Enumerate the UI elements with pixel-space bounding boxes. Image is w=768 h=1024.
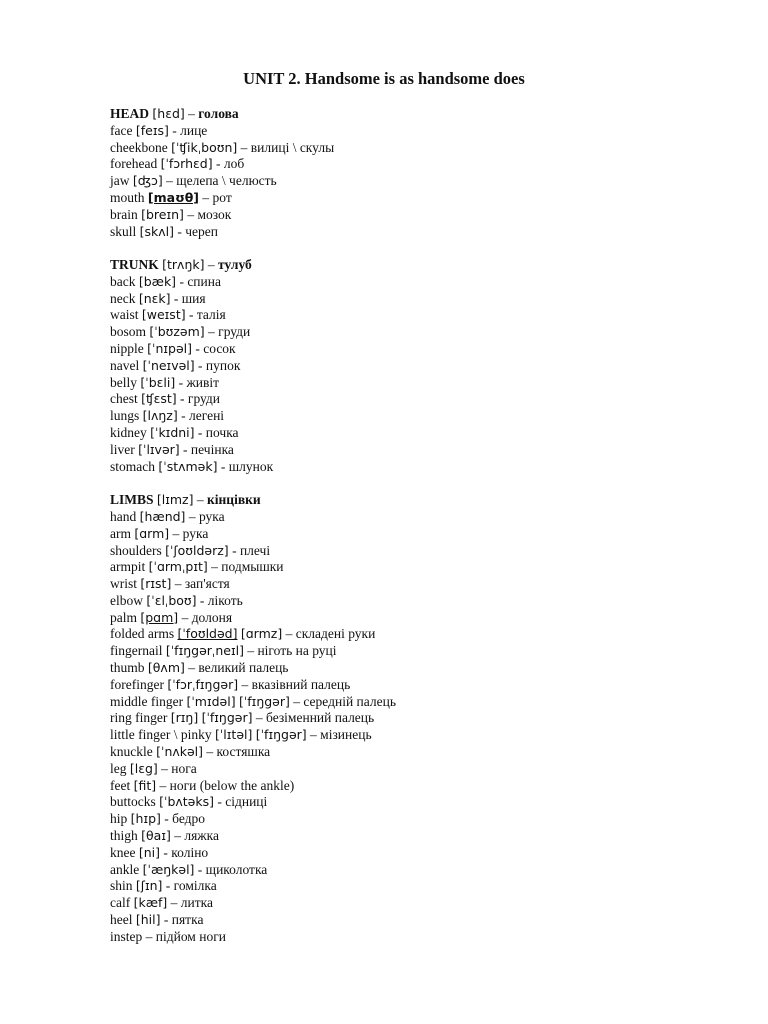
entry-transcription: [feɪs] bbox=[135, 122, 169, 138]
entry-separator: – bbox=[183, 206, 198, 222]
entry-translation: талія bbox=[196, 307, 226, 323]
entry-term: kidney bbox=[110, 425, 147, 441]
vocab-entry bbox=[110, 543, 750, 560]
entry-separator: – bbox=[193, 492, 207, 508]
vocab-entry bbox=[110, 643, 750, 660]
entry-translation: вилиці \ скулы bbox=[250, 139, 335, 155]
vocab-entry bbox=[110, 509, 750, 526]
vocab-entry bbox=[110, 794, 750, 811]
entry-transcription: [ˈfɪŋgərˌneɪl] bbox=[165, 643, 244, 659]
entry-term: cheekbone bbox=[110, 139, 168, 155]
vocab-entry bbox=[110, 744, 750, 761]
entry-separator: – bbox=[238, 676, 252, 692]
entry-translation: вказівний палець bbox=[251, 676, 351, 692]
entry-term: brain bbox=[110, 206, 138, 222]
entry-transcription: [weɪst] bbox=[141, 307, 186, 323]
entry-translation: рука bbox=[182, 525, 209, 541]
vocab-entry bbox=[110, 559, 750, 576]
entry-separator: – bbox=[167, 895, 181, 911]
entry-term: hip bbox=[110, 811, 128, 827]
vocab-entry bbox=[110, 929, 750, 946]
entry-separator: - bbox=[214, 794, 226, 810]
entry-translation: печінка bbox=[190, 441, 234, 457]
entry-transcription: [ˈʃoʊldərz] bbox=[165, 542, 229, 558]
entry-translation: лице bbox=[180, 122, 208, 138]
entry-term: instep bbox=[110, 928, 143, 944]
entry-separator: – bbox=[207, 559, 222, 575]
entry-transcription: [skʌl] bbox=[139, 223, 175, 239]
entry-translation: спина bbox=[187, 273, 221, 289]
entry-translation: ляжка bbox=[184, 828, 219, 844]
entry-translation: ноги (below the ankle) bbox=[169, 777, 295, 793]
vocab-entry bbox=[110, 878, 750, 895]
entry-separator: – bbox=[204, 324, 219, 340]
entry-transcription: [θaɪ] bbox=[141, 828, 171, 844]
entry-term: forefinger bbox=[110, 676, 164, 692]
vocab-entry bbox=[110, 408, 750, 425]
entry-translation: почка bbox=[205, 425, 239, 441]
entry-transcription-2: [ˈfɪŋgər] bbox=[201, 710, 253, 726]
vocab-entry bbox=[110, 626, 750, 643]
entry-transcription: [ˈneɪvəl] bbox=[142, 357, 195, 373]
entry-transcription: [ˈnʌkəl] bbox=[156, 744, 204, 760]
entry-transcription-2: [ɑrmz] bbox=[240, 626, 283, 642]
entry-translation: лоб bbox=[223, 156, 245, 172]
vocab-entry bbox=[110, 291, 750, 308]
entry-separator: - bbox=[177, 408, 189, 424]
entry-term: stomach bbox=[110, 458, 155, 474]
entry-separator: - bbox=[162, 878, 174, 894]
entry-term: hand bbox=[110, 508, 137, 524]
entry-separator: - bbox=[194, 861, 206, 877]
entry-transcription: [lʌŋz] bbox=[142, 408, 178, 424]
heading-translation: тулуб bbox=[218, 257, 252, 273]
entry-translation: рот bbox=[212, 189, 232, 205]
vocab-entry bbox=[110, 207, 750, 224]
vocab-entry bbox=[110, 375, 750, 392]
entry-term: nipple bbox=[110, 341, 144, 357]
entry-transcription: [ˈæŋkəl] bbox=[142, 861, 195, 877]
entry-separator: - bbox=[194, 357, 206, 373]
entry-transcription: [lɛg] bbox=[129, 760, 158, 776]
entry-term: arm bbox=[110, 525, 131, 541]
entry-translation: сідниці bbox=[225, 794, 268, 810]
entry-transcription: [maʊθ] bbox=[147, 189, 200, 205]
entry-term: leg bbox=[110, 760, 127, 776]
section-heading bbox=[110, 492, 750, 509]
entry-separator: – bbox=[237, 139, 251, 155]
entry-separator: - bbox=[196, 592, 208, 608]
heading-term: TRUNK bbox=[110, 257, 159, 273]
vocab-entry bbox=[110, 459, 750, 476]
entry-transcription: [ˈbɛli] bbox=[140, 374, 176, 390]
entry-term: feet bbox=[110, 777, 131, 793]
section-trunk bbox=[110, 257, 750, 475]
entry-transcription: [ʤɔ] bbox=[132, 173, 163, 189]
vocab-entry bbox=[110, 576, 750, 593]
entry-translation: мізинець bbox=[320, 727, 372, 743]
entry-transcription: [lɪmz] bbox=[156, 492, 194, 508]
vocab-entry bbox=[110, 190, 750, 207]
entry-separator: – bbox=[142, 928, 156, 944]
entry-transcription: [ˈmɪdəl] bbox=[186, 693, 236, 709]
vocab-entry bbox=[110, 307, 750, 324]
entry-separator: - bbox=[176, 391, 188, 407]
entry-translation: підйом ноги bbox=[155, 928, 226, 944]
entry-transcription: [θʌm] bbox=[147, 660, 185, 676]
entry-translation: шия bbox=[181, 290, 206, 306]
vocab-entry bbox=[110, 173, 750, 190]
entry-transcription: [ɑrm] bbox=[134, 525, 170, 541]
section-limbs bbox=[110, 492, 750, 946]
entry-transcription: [hɛd] bbox=[152, 106, 185, 121]
entry-term: belly bbox=[110, 374, 137, 390]
vocab-entry bbox=[110, 324, 750, 341]
entry-term: back bbox=[110, 273, 136, 289]
entry-separator: – bbox=[199, 189, 213, 205]
entry-term: chest bbox=[110, 391, 138, 407]
vocab-entry bbox=[110, 224, 750, 241]
entry-separator: - bbox=[168, 122, 181, 138]
entry-translation: живіт bbox=[186, 374, 220, 390]
entry-translation: пупок bbox=[205, 357, 241, 373]
entry-separator: - bbox=[174, 223, 186, 239]
vocab-entry bbox=[110, 778, 750, 795]
entry-transcription-2: [ˈfɪŋgər] bbox=[255, 727, 307, 743]
entry-separator: – bbox=[178, 609, 192, 625]
vocab-entry bbox=[110, 660, 750, 677]
entry-separator: – bbox=[171, 576, 185, 592]
vocab-entry bbox=[110, 425, 750, 442]
entry-term: thigh bbox=[110, 828, 138, 844]
entry-translation: ніготь на руці bbox=[257, 643, 337, 659]
entry-term: fingernail bbox=[110, 643, 163, 659]
vocab-entry bbox=[110, 895, 750, 912]
entry-translation: череп bbox=[185, 223, 219, 239]
entry-translation: пятка bbox=[171, 912, 204, 928]
entry-transcription: [hɪp] bbox=[130, 811, 161, 827]
vocab-entry bbox=[110, 140, 750, 157]
entry-separator: - bbox=[160, 811, 173, 827]
entry-transcription: [ˈkɪdni] bbox=[150, 425, 195, 441]
vocab-entry bbox=[110, 862, 750, 879]
entry-transcription: [ˈfɔrˌfɪŋgər] bbox=[167, 676, 239, 692]
vocab-entry bbox=[110, 912, 750, 929]
vocab-entry bbox=[110, 761, 750, 778]
vocab-entry bbox=[110, 710, 750, 727]
entry-separator: - bbox=[160, 844, 172, 860]
entry-separator: - bbox=[212, 156, 224, 172]
entry-transcription: [ˈbʊzəm] bbox=[149, 324, 205, 340]
entry-translation: гомілка bbox=[173, 878, 217, 894]
entry-term: forehead bbox=[110, 156, 158, 172]
entry-term: thumb bbox=[110, 660, 145, 676]
vocab-entry bbox=[110, 610, 750, 627]
entry-term: wrist bbox=[110, 576, 137, 592]
entry-translation: мозок bbox=[197, 206, 232, 222]
heading-translation: голова bbox=[198, 106, 239, 121]
entry-separator: - bbox=[175, 374, 187, 390]
entry-translation: литка bbox=[180, 895, 213, 911]
entry-translation: щелепа \ челюсть bbox=[176, 173, 277, 189]
vocab-entry bbox=[110, 677, 750, 694]
entry-separator: - bbox=[185, 307, 197, 323]
entry-term: shin bbox=[110, 878, 133, 894]
entry-translation: нога bbox=[171, 760, 197, 776]
entry-transcription: [rɪst] bbox=[140, 576, 172, 592]
vocab-entry bbox=[110, 811, 750, 828]
entry-term: face bbox=[110, 122, 133, 138]
entry-transcription: [ˈnɪpəl] bbox=[147, 341, 192, 357]
entry-translation: груди bbox=[218, 324, 251, 340]
entry-term: heel bbox=[110, 912, 133, 928]
entry-transcription: [bæk] bbox=[138, 273, 177, 289]
entry-transcription: [trʌŋk] bbox=[162, 257, 205, 273]
entry-translation: зап'ястя bbox=[184, 576, 230, 592]
entry-term: bosom bbox=[110, 324, 147, 340]
entry-transcription: [ˈstʌmək] bbox=[158, 458, 218, 474]
entry-term: knuckle bbox=[110, 744, 153, 760]
entry-translation: складені руки bbox=[295, 626, 376, 642]
entry-transcription: [ʃɪn] bbox=[135, 878, 163, 894]
section-heading bbox=[110, 106, 750, 123]
entry-separator: - bbox=[160, 912, 172, 928]
entry-term: knee bbox=[110, 844, 136, 860]
entry-transcription: [nɛk] bbox=[138, 290, 171, 306]
vocab-entry bbox=[110, 694, 750, 711]
entry-translation: легені bbox=[189, 408, 225, 424]
vocabulary-list bbox=[110, 106, 750, 962]
entry-term: navel bbox=[110, 357, 140, 373]
section-head bbox=[110, 106, 750, 240]
entry-term: ring finger bbox=[110, 710, 168, 726]
entry-separator: - bbox=[217, 458, 229, 474]
section-heading bbox=[110, 257, 750, 274]
entry-term: middle finger bbox=[110, 693, 184, 709]
entry-term: calf bbox=[110, 895, 131, 911]
entry-transcription: [kæf] bbox=[133, 895, 168, 911]
vocab-entry bbox=[110, 526, 750, 543]
entry-separator: - bbox=[179, 441, 191, 457]
heading-translation: кінцівки bbox=[207, 492, 261, 508]
entry-transcription: [ˈʧikˌboʊn] bbox=[171, 139, 238, 155]
entry-translation: долоня bbox=[191, 609, 233, 625]
vocab-entry bbox=[110, 442, 750, 459]
entry-term: buttocks bbox=[110, 794, 156, 810]
entry-separator: - bbox=[228, 542, 240, 558]
entry-transcription: [ʧɛst] bbox=[141, 391, 177, 407]
entry-transcription: [pɑm] bbox=[140, 609, 179, 625]
entry-translation: костяшка bbox=[216, 744, 271, 760]
entry-term: liver bbox=[110, 441, 135, 457]
entry-separator: – bbox=[203, 744, 217, 760]
entry-translation: коліно bbox=[171, 844, 209, 860]
entry-separator: – bbox=[156, 777, 170, 793]
entry-separator: - bbox=[194, 425, 206, 441]
entry-term: armpit bbox=[110, 559, 146, 575]
entry-separator: – bbox=[252, 710, 266, 726]
vocab-entry bbox=[110, 341, 750, 358]
vocab-entry bbox=[110, 845, 750, 862]
entry-translation: подмышки bbox=[221, 559, 284, 575]
entry-transcription: [hænd] bbox=[139, 508, 186, 524]
entry-transcription: [ˈfɔrhɛd] bbox=[160, 156, 213, 172]
entry-separator: – bbox=[169, 525, 183, 541]
vocab-entry bbox=[110, 593, 750, 610]
entry-separator: – bbox=[170, 828, 185, 844]
vocab-entry bbox=[110, 123, 750, 140]
entry-transcription: [ˈbʌtəks] bbox=[159, 794, 214, 810]
entry-separator: – bbox=[184, 660, 199, 676]
heading-term: HEAD bbox=[110, 106, 150, 121]
entry-transcription: [fit] bbox=[133, 777, 157, 793]
entry-translation: середній палець bbox=[303, 693, 396, 709]
entry-translation: бедро bbox=[172, 811, 206, 827]
entry-transcription: [ˈɑrmˌpɪt] bbox=[148, 559, 208, 575]
entry-term: shoulders bbox=[110, 542, 162, 558]
heading-term: LIMBS bbox=[110, 492, 154, 508]
entry-transcription: [breɪn] bbox=[141, 206, 184, 222]
entry-transcription: [ˈfoʊldəd] bbox=[177, 626, 238, 642]
entry-term: little finger \ pinky bbox=[110, 727, 212, 743]
vocab-entry bbox=[110, 391, 750, 408]
entry-transcription: [ˈlɪtəl] bbox=[214, 727, 253, 743]
entry-term: jaw bbox=[110, 173, 130, 189]
entry-separator: - bbox=[170, 290, 182, 306]
entry-separator: – bbox=[282, 626, 296, 642]
entry-transcription: [ˈɛlˌboʊ] bbox=[146, 592, 197, 608]
entry-term: lungs bbox=[110, 408, 140, 424]
vocab-entry bbox=[110, 274, 750, 291]
vocab-entry bbox=[110, 156, 750, 173]
entry-term: palm bbox=[110, 609, 137, 625]
entry-translation: рука bbox=[198, 508, 225, 524]
entry-transcription: [ni] bbox=[138, 844, 161, 860]
entry-separator: – bbox=[243, 643, 258, 659]
entry-translation: шлунок bbox=[228, 458, 274, 474]
entry-term: skull bbox=[110, 223, 137, 239]
entry-translation: великий палець bbox=[198, 660, 289, 676]
entry-term: elbow bbox=[110, 592, 143, 608]
entry-translation: груди bbox=[187, 391, 221, 407]
entry-transcription: [ˈlɪvər] bbox=[138, 441, 180, 457]
entry-term: folded arms bbox=[110, 626, 175, 642]
entry-translation: сосок bbox=[203, 341, 236, 357]
vocab-entry bbox=[110, 358, 750, 375]
entry-term: ankle bbox=[110, 861, 140, 877]
vocab-entry bbox=[110, 828, 750, 845]
entry-term: waist bbox=[110, 307, 139, 323]
entry-term: neck bbox=[110, 290, 136, 306]
vocab-entry bbox=[110, 727, 750, 744]
entry-translation: безіменний палець bbox=[266, 710, 375, 726]
entry-translation: плечі bbox=[239, 542, 271, 558]
page-title: UNIT 2. Handsome is as handsome does bbox=[243, 69, 525, 88]
entry-transcription: [rɪŋ] bbox=[170, 710, 199, 726]
entry-separator: – bbox=[162, 173, 177, 189]
entry-separator: – bbox=[204, 257, 218, 273]
entry-separator: – bbox=[184, 106, 199, 121]
entry-term: mouth bbox=[110, 189, 145, 205]
entry-translation: щиколотка bbox=[205, 861, 268, 877]
entry-separator: – bbox=[289, 693, 304, 709]
entry-transcription: [hil] bbox=[135, 912, 161, 928]
entry-separator: – bbox=[185, 508, 199, 524]
entry-separator: – bbox=[157, 760, 172, 776]
entry-separator: - bbox=[176, 273, 188, 289]
entry-separator: – bbox=[306, 727, 321, 743]
entry-separator: - bbox=[191, 341, 204, 357]
entry-transcription-2: [ˈfɪŋgər] bbox=[238, 693, 290, 709]
entry-translation: лікоть bbox=[207, 592, 243, 608]
